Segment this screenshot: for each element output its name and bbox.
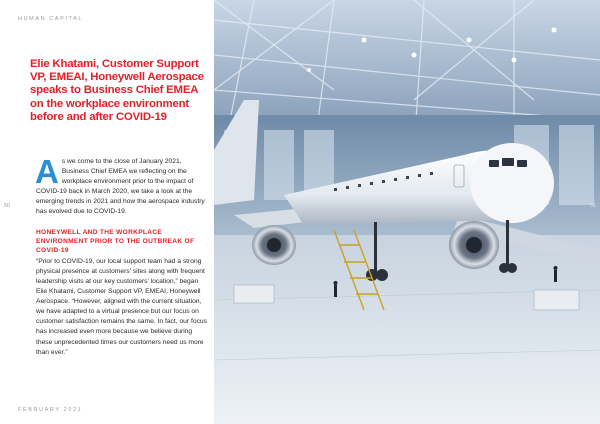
right-page — [214, 0, 600, 424]
intro-paragraph — [35, 153, 208, 218]
section-subheading: HONEYWELL AND THE WORKPLACE ENVIRONMENT PRIOR TO THE OUTBREAK OF COVID-19 — [36, 228, 195, 255]
hangar-aircraft-photo — [214, 0, 600, 424]
footer-date: FEBRUARY 2021 — [18, 407, 83, 413]
section-label: HUMAN CAPITAL — [18, 16, 84, 22]
body-paragraph: “Prior to COVID-19, our local support team had a strong physical presence at customers’ sites along with frequent leadership visits at our key customers’ location,” began Elie Khatami, Customer Support VP, EMEAI, Honeywell Aerospace. “However, aligned with the current situation, we have adapted to a virtual presence but our focus on customer satisfaction remains the same. In fact, our focus has increased even more because we believe during these unprecedented times our customers need us more than ever.” — [36, 257, 207, 356]
drop-cap: A — [35, 153, 59, 190]
page-number-right: 51 — [589, 203, 596, 209]
article-body — [35, 153, 208, 358]
left-page — [0, 0, 214, 424]
page-number-left: 50 — [4, 203, 11, 209]
footer-site: BUSINESSCHIEF.EU — [515, 407, 588, 413]
article-headline: Elie Khatami, Customer Support VP, EMEAI, Honeywell Aerospace speaks to Business Chief EMEA on the workplace environment before and after COVID-19 — [30, 58, 204, 123]
intro-text: s we come to the close of January 2021, Business Chief EMEA we reflecting on the workplace environment prior to the impact of COVID-19 back in March 2020, we take a look at the emerging trends in 2021 and how the aerospace industry has evolved due to COVID-19. — [36, 158, 205, 216]
